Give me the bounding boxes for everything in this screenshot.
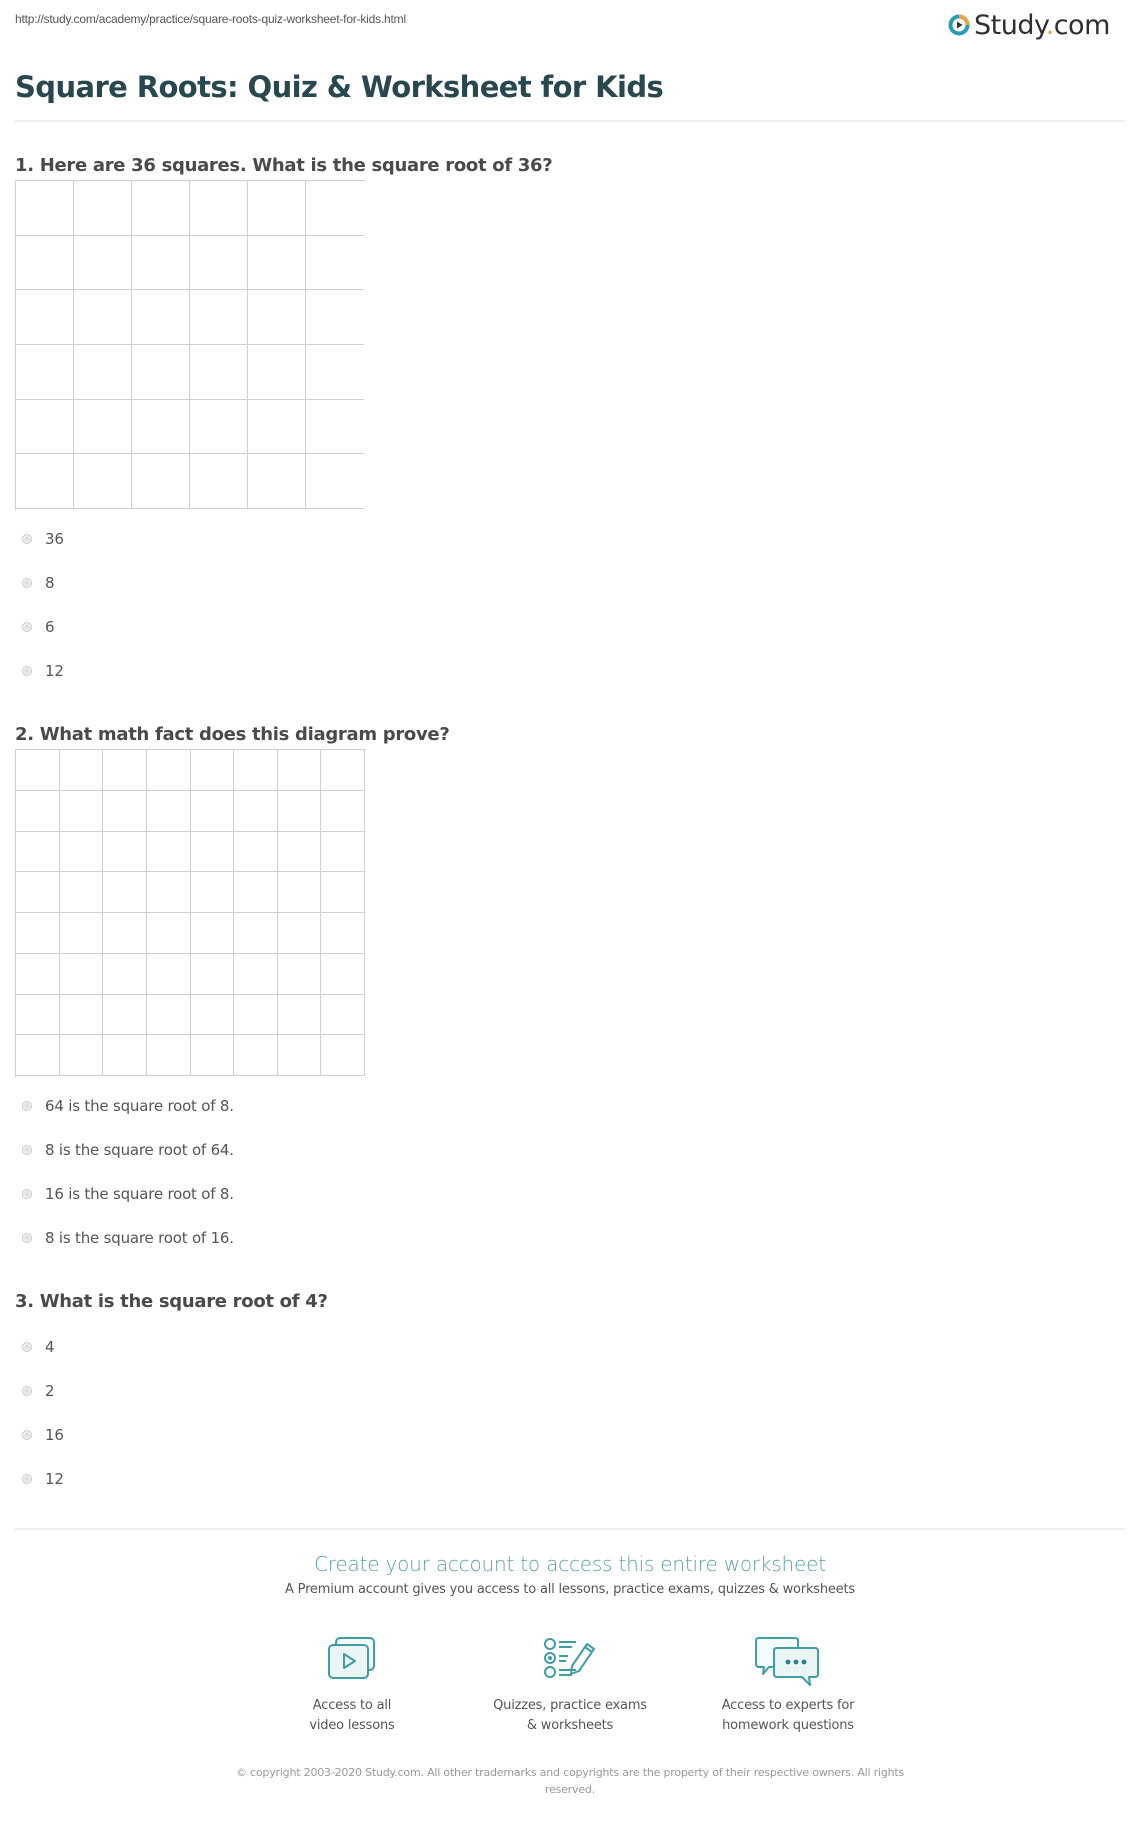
- study-logo[interactable]: [948, 8, 1110, 42]
- grid-row: [16, 995, 366, 1036]
- feature-line: video lessons: [309, 1718, 395, 1733]
- grid-row: [16, 290, 365, 345]
- grid-cell: [103, 872, 147, 913]
- grid-cell: [132, 290, 190, 345]
- grid-cell: [321, 791, 365, 832]
- grid-cell: [248, 181, 306, 236]
- radio-button[interactable]: [22, 1189, 32, 1199]
- grid-cell: [132, 454, 190, 509]
- grid-cell: [60, 750, 104, 791]
- grid-cell: [147, 832, 191, 873]
- grid-cell: [191, 913, 235, 954]
- question-2-option-1[interactable]: 64 is the square root of 8.: [22, 1095, 234, 1117]
- question-2-option-3[interactable]: 16 is the square root of 8.: [22, 1183, 234, 1205]
- grid-cell: [103, 832, 147, 873]
- grid-cell: [60, 791, 104, 832]
- grid-cell: [190, 236, 248, 291]
- question-3-option-2[interactable]: 2: [22, 1380, 54, 1402]
- grid-cell: [16, 791, 60, 832]
- grid-cell: [147, 872, 191, 913]
- question-3-option-1[interactable]: 4: [22, 1336, 54, 1358]
- radio-button[interactable]: [22, 1430, 32, 1440]
- question-3-text: 3. What is the square root of 4?: [15, 1291, 328, 1312]
- grid-cell: [321, 872, 365, 913]
- cta-subtitle: A Premium account gives you access to all lessons, practice exams, quizzes & worksheets: [285, 1582, 855, 1597]
- grid-row: [16, 913, 366, 954]
- footer-divider: [15, 1528, 1125, 1530]
- grid-cell: [16, 1035, 60, 1076]
- grid-cell: [234, 832, 278, 873]
- grid-cell: [60, 913, 104, 954]
- grid-cell: [191, 954, 235, 995]
- feature-line: Access to experts for: [721, 1698, 855, 1713]
- grid-cell: [191, 750, 235, 791]
- grid-cell: [132, 345, 190, 400]
- quiz-checklist-icon: [542, 1636, 598, 1682]
- grid-cell: [147, 913, 191, 954]
- question-1-option-2[interactable]: 8: [22, 572, 54, 594]
- logo-text: Study.com: [974, 9, 1110, 41]
- grid-cell: [190, 400, 248, 455]
- grid-cell: [16, 995, 60, 1036]
- question-2-diagram-grid: [15, 749, 366, 1077]
- grid-cell: [190, 345, 248, 400]
- grid-cell: [60, 995, 104, 1036]
- grid-cell: [278, 791, 322, 832]
- grid-cell: [16, 872, 60, 913]
- question-1-text: 1. Here are 36 squares. What is the square root of 36?: [15, 155, 553, 176]
- radio-button[interactable]: [22, 666, 32, 676]
- grid-cell: [234, 750, 278, 791]
- grid-cell: [191, 791, 235, 832]
- grid-cell: [278, 913, 322, 954]
- grid-cell: [321, 1035, 365, 1076]
- grid-cell: [16, 181, 74, 236]
- title-divider: [15, 120, 1125, 122]
- grid-row: [16, 181, 365, 236]
- grid-cell: [321, 750, 365, 791]
- radio-button[interactable]: [22, 1233, 32, 1243]
- grid-cell: [74, 181, 132, 236]
- grid-cell: [248, 345, 306, 400]
- grid-cell: [191, 832, 235, 873]
- radio-button[interactable]: [22, 1342, 32, 1352]
- grid-row: [16, 400, 365, 455]
- radio-button[interactable]: [22, 1386, 32, 1396]
- grid-cell: [191, 872, 235, 913]
- grid-row: [16, 345, 365, 400]
- grid-cell: [103, 995, 147, 1036]
- grid-cell: [234, 995, 278, 1036]
- grid-cell: [321, 832, 365, 873]
- grid-cell: [103, 750, 147, 791]
- grid-cell: [103, 791, 147, 832]
- grid-cell: [74, 290, 132, 345]
- grid-cell: [147, 791, 191, 832]
- radio-button[interactable]: [22, 622, 32, 632]
- grid-cell: [147, 995, 191, 1036]
- feature-line: Access to all: [312, 1698, 392, 1713]
- grid-cell: [60, 832, 104, 873]
- video-lessons-icon: [326, 1636, 378, 1682]
- grid-cell: [190, 454, 248, 509]
- feature-video-lessons: [252, 1636, 452, 1736]
- grid-cell: [234, 913, 278, 954]
- grid-cell: [103, 1035, 147, 1076]
- radio-button[interactable]: [22, 578, 32, 588]
- grid-cell: [234, 954, 278, 995]
- grid-cell: [190, 181, 248, 236]
- grid-cell: [248, 400, 306, 455]
- grid-cell: [191, 1035, 235, 1076]
- grid-cell: [306, 290, 364, 345]
- grid-cell: [60, 1035, 104, 1076]
- grid-cell: [278, 872, 322, 913]
- radio-button[interactable]: [22, 1101, 32, 1111]
- feature-line: & worksheets: [526, 1718, 614, 1733]
- grid-cell: [248, 454, 306, 509]
- grid-cell: [132, 181, 190, 236]
- grid-cell: [190, 290, 248, 345]
- question-3-option-3[interactable]: 16: [22, 1424, 64, 1446]
- grid-cell: [103, 954, 147, 995]
- page-title: Square Roots: Quiz & Worksheet for Kids: [15, 70, 664, 104]
- grid-cell: [234, 872, 278, 913]
- question-1-option-3[interactable]: 6: [22, 616, 54, 638]
- grid-cell: [16, 832, 60, 873]
- grid-cell: [103, 913, 147, 954]
- radio-button[interactable]: [22, 1474, 32, 1484]
- question-2-option-2[interactable]: 8 is the square root of 64.: [22, 1139, 234, 1161]
- feature-line: Quizzes, practice exams: [493, 1698, 647, 1713]
- grid-cell: [60, 954, 104, 995]
- grid-row: [16, 872, 366, 913]
- question-1-diagram-grid: [15, 180, 365, 510]
- grid-row: [16, 1035, 366, 1076]
- grid-cell: [147, 954, 191, 995]
- grid-row: [16, 750, 366, 791]
- grid-cell: [132, 236, 190, 291]
- grid-cell: [306, 181, 364, 236]
- grid-cell: [16, 954, 60, 995]
- grid-cell: [248, 236, 306, 291]
- grid-row: [16, 954, 366, 995]
- grid-cell: [306, 454, 364, 509]
- grid-cell: [147, 750, 191, 791]
- chat-bubbles-icon: [755, 1636, 821, 1688]
- grid-row: [16, 791, 366, 832]
- grid-cell: [16, 345, 74, 400]
- copyright-notice: © copyright 2003-2020 Study.com. All other trademarks and copyrights are the property of their respective owners. All rights reserved.: [235, 1766, 905, 1796]
- grid-cell: [278, 832, 322, 873]
- grid-cell: [191, 995, 235, 1036]
- feature-experts: [688, 1636, 888, 1736]
- grid-cell: [278, 995, 322, 1036]
- grid-cell: [16, 290, 74, 345]
- grid-cell: [147, 1035, 191, 1076]
- grid-cell: [248, 290, 306, 345]
- question-1-option-4[interactable]: 12: [22, 660, 64, 682]
- grid-cell: [234, 1035, 278, 1076]
- question-2-text: 2. What math fact does this diagram prove?: [15, 724, 450, 745]
- grid-cell: [278, 954, 322, 995]
- grid-cell: [16, 454, 74, 509]
- cta-title[interactable]: Create your account to access this entire worksheet: [314, 1552, 826, 1576]
- grid-cell: [234, 791, 278, 832]
- grid-cell: [16, 750, 60, 791]
- grid-cell: [132, 400, 190, 455]
- grid-row: [16, 832, 366, 873]
- play-circle-icon: [948, 14, 970, 36]
- grid-row: [16, 236, 365, 291]
- question-1-option-1[interactable]: 36: [22, 528, 64, 550]
- feature-quizzes: [470, 1636, 670, 1736]
- grid-cell: [16, 236, 74, 291]
- grid-cell: [306, 236, 364, 291]
- grid-cell: [16, 400, 74, 455]
- grid-cell: [306, 400, 364, 455]
- grid-cell: [60, 872, 104, 913]
- grid-cell: [74, 454, 132, 509]
- radio-button[interactable]: [22, 1145, 32, 1155]
- grid-cell: [74, 345, 132, 400]
- grid-cell: [306, 345, 364, 400]
- grid-row: [16, 454, 365, 509]
- grid-cell: [278, 750, 322, 791]
- feature-line: homework questions: [722, 1718, 854, 1733]
- grid-cell: [321, 995, 365, 1036]
- question-2-option-4[interactable]: 8 is the square root of 16.: [22, 1227, 234, 1249]
- page-url: http://study.com/academy/practice/square-roots-quiz-worksheet-for-kids.html: [15, 12, 406, 26]
- grid-cell: [74, 400, 132, 455]
- grid-cell: [321, 913, 365, 954]
- grid-cell: [278, 1035, 322, 1076]
- grid-cell: [321, 954, 365, 995]
- grid-cell: [16, 913, 60, 954]
- radio-button[interactable]: [22, 534, 32, 544]
- grid-cell: [74, 236, 132, 291]
- question-3-option-4[interactable]: 12: [22, 1468, 64, 1490]
